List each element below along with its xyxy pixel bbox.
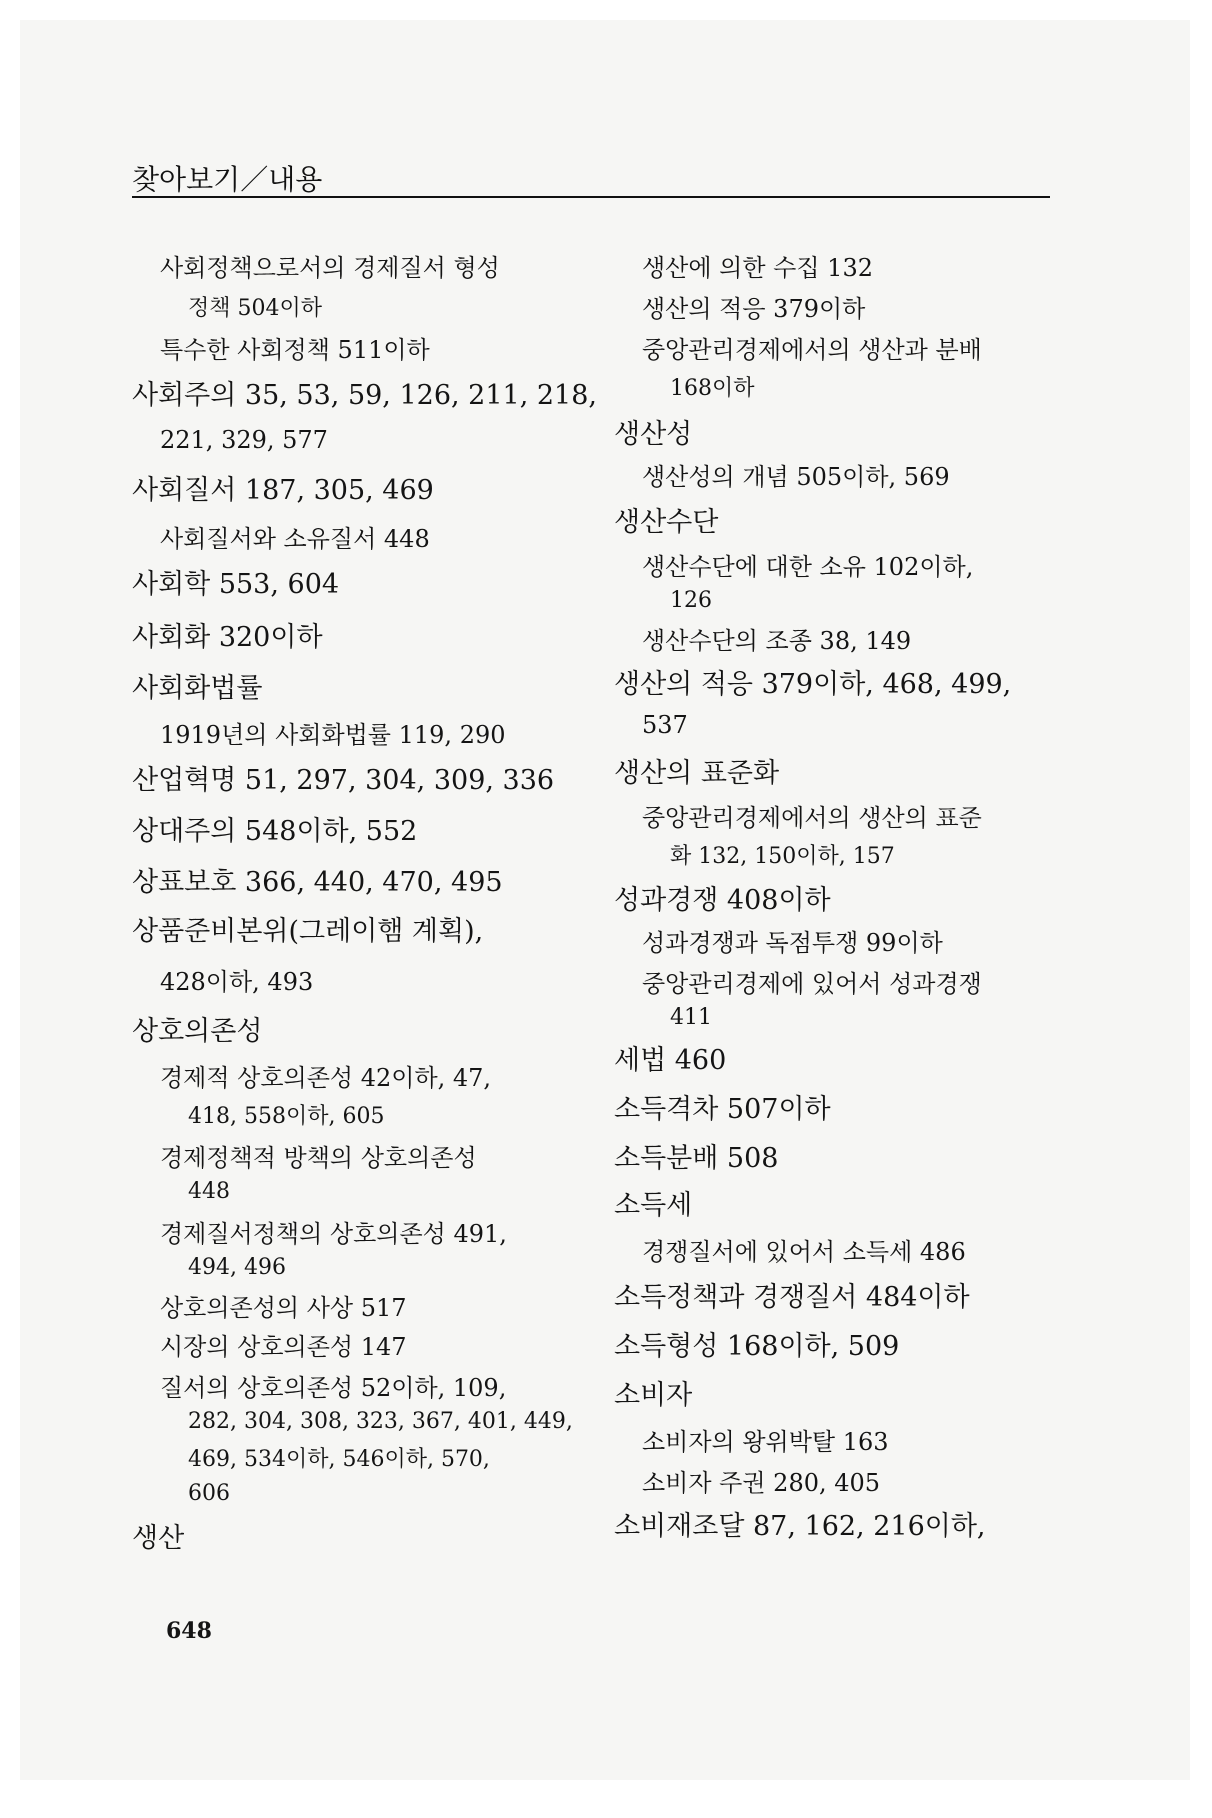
index-entry: 중앙관리경제에서의 생산과 분배 (642, 336, 982, 364)
index-entry: 화 132, 150이하, 157 (670, 844, 895, 869)
index-column-left (132, 248, 597, 1555)
index-entry: 중앙관리경제에 있어서 성과경쟁 (642, 970, 982, 998)
index-entry: 411 (670, 1005, 712, 1030)
index-entry: 494, 496 (188, 1255, 286, 1280)
index-entry: 사회화 320이하 (132, 622, 323, 653)
index-entry: 생산의 적응 379이하 (642, 295, 866, 323)
index-entry: 생산성 (614, 419, 693, 450)
index-entry: 질서의 상호의존성 52이하, 109, (160, 1374, 507, 1402)
index-entry: 특수한 사회정책 511이하 (160, 336, 430, 364)
running-header: 찾아보기／내용 (132, 163, 323, 196)
header-rule (132, 196, 1050, 198)
index-entry: 221, 329, 577 (160, 426, 328, 454)
index-entry: 소득정책과 경쟁질서 484이하 (614, 1282, 970, 1313)
index-entry: 소비재조달 87, 162, 216이하, (614, 1511, 986, 1542)
index-entry: 사회질서 187, 305, 469 (132, 475, 434, 506)
index-entry: 생산수단 (614, 507, 719, 538)
index-column-right (614, 248, 1054, 1543)
index-entry: 282, 304, 308, 323, 367, 401, 449, (188, 1409, 573, 1434)
index-entry: 상품준비본위(그레이햄 계획), (132, 916, 484, 947)
index-entry: 경제정책적 방책의 상호의존성 (160, 1144, 477, 1172)
index-entry: 경쟁질서에 있어서 소득세 486 (642, 1238, 966, 1266)
index-entry: 생산성의 개념 505이하, 569 (642, 463, 950, 491)
index-entry: 생산의 표준화 (614, 758, 780, 789)
index-entry: 중앙관리경제에서의 생산의 표준 (642, 804, 982, 832)
index-entry: 168이하 (670, 376, 755, 401)
index-entry: 경제질서정책의 상호의존성 491, (160, 1220, 507, 1248)
index-entry: 418, 558이하, 605 (188, 1104, 385, 1129)
index-entry: 생산수단에 대한 소유 102이하, (642, 553, 974, 581)
index-entry: 소득격차 507이하 (614, 1094, 831, 1125)
index-entry: 사회학 553, 604 (132, 569, 340, 600)
index-entry: 성과경쟁과 독점투쟁 99이하 (642, 929, 943, 957)
index-entry: 448 (188, 1179, 230, 1204)
index-entry: 생산의 적응 379이하, 468, 499, (614, 669, 1012, 700)
page-number: 648 (166, 1618, 212, 1644)
index-entry: 469, 534이하, 546이하, 570, (188, 1447, 490, 1472)
index-entry: 소비자의 왕위박탈 163 (642, 1428, 889, 1456)
index-entry: 세법 460 (614, 1045, 727, 1076)
index-entry: 생산 (132, 1523, 185, 1554)
index-entry: 성과경쟁 408이하 (614, 885, 831, 916)
index-entry: 사회정책으로서의 경제질서 형성 (160, 254, 500, 282)
index-entry: 상대주의 548이하, 552 (132, 816, 418, 847)
index-entry: 경제적 상호의존성 42이하, 47, (160, 1064, 492, 1092)
index-entry: 사회질서와 소유질서 448 (160, 525, 430, 553)
index-entry: 1919년의 사회화법률 119, 290 (160, 721, 506, 749)
index-entry: 상호의존성 (132, 1016, 263, 1047)
index-entry: 606 (188, 1481, 230, 1506)
index-entry: 소비자 (614, 1380, 693, 1411)
index-entry: 소득분배 508 (614, 1143, 779, 1174)
index-entry: 소득세 (614, 1190, 693, 1221)
index-entry: 생산수단의 조종 38, 149 (642, 627, 912, 655)
index-entry: 산업혁명 51, 297, 304, 309, 336 (132, 765, 555, 796)
index-entry: 428이하, 493 (160, 968, 314, 996)
index-entry: 소득형성 168이하, 509 (614, 1331, 900, 1362)
index-entry: 사회주의 35, 53, 59, 126, 211, 218, (132, 380, 597, 411)
index-entry: 사회화법률 (132, 673, 263, 704)
index-entry: 상표보호 366, 440, 470, 495 (132, 867, 503, 898)
index-entry: 537 (642, 711, 688, 739)
index-entry: 소비자 주권 280, 405 (642, 1469, 881, 1497)
index-entry: 정책 504이하 (188, 296, 322, 321)
index-entry: 생산에 의한 수집 132 (642, 254, 873, 282)
index-entry: 상호의존성의 사상 517 (160, 1294, 407, 1322)
index-entry: 126 (670, 588, 712, 613)
index-entry: 시장의 상호의존성 147 (160, 1333, 407, 1361)
